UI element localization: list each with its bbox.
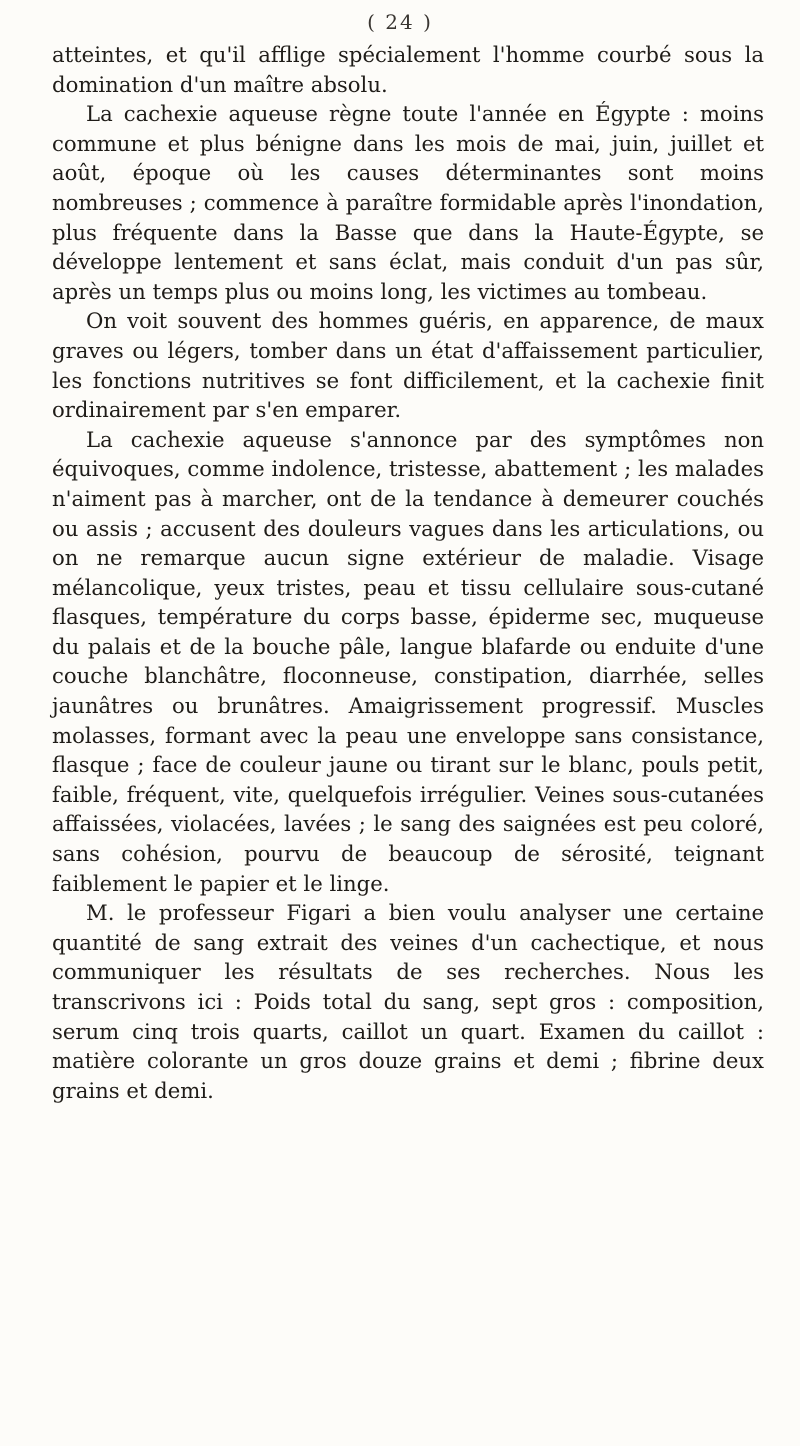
body-text xyxy=(52,40,764,1105)
page-number: ( 24 ) xyxy=(367,10,433,34)
paragraph-symptoms: La cachexie aqueuse s'annonce par des symptômes non équivoques, comme indolence, tristesse, abattement ; les malades n'aiment pas à marcher, ont de la tendance à demeurer couchés ou assis ; accusent des douleurs vagues dans les articulations, ou on ne remarque aucun signe extérieur de maladie. Visage mélancolique, yeux tristes, peau et tissu cellulaire sous-cutané flasques, température du corps basse, épiderme sec, muqueuse du palais et de la bouche pâle, langue blafarde ou enduite d'une couche blanchâtre, floconneuse, constipation, diarrhée, selles jaunâtres ou brunâtres. Amaigrissement progressif. Muscles molasses, formant avec la peau une enveloppe sans consistance, flasque ; face de couleur jaune ou tirant sur le blanc, pouls petit, faible, fréquent, vite, quelquefois irrégulier. Veines sous-cutanées affaissées, violacées, lavées ; le sang des saignées est peu coloré, sans cohésion, pourvu de beaucoup de sérosité, teignant faiblement le papier et le linge. xyxy=(52,426,764,896)
paragraph-cachexie-season: La cachexie aqueuse règne toute l'année en Égypte : moins commune et plus bénigne dans les mois de mai, juin, juillet et août, époque où les causes déterminantes sont moins nombreuses ; commence à paraître formidable après l'inondation, plus fréquente dans la Basse que dans la Haute-Égypte, se développe lentement et sans éclat, mais conduit d'un pas sûr, après un temps plus ou moins long, les victimes au tombeau. xyxy=(52,101,764,304)
paragraph-continuation: atteintes, et qu'il afflige spécialement l'homme courbé sous la domination d'un maître absolu. xyxy=(52,42,764,97)
paragraph-figari-analysis: M. le professeur Figari a bien voulu analyser une certaine quantité de sang extrait des veines d'un cachectique, et nous communiquer les résultats de ses recherches. Nous les transcrivons ici : Poids total du sang, sept gros : composition, serum cinq trois quarts, caillot un quart. Examen du caillot : matière colorante un gros douze grains et demi ; fibrine deux grains et demi. xyxy=(52,900,764,1103)
paragraph-cured-men: On voit souvent des hommes guéris, en apparence, de maux graves ou légers, tomber dans un état d'affaissement particulier, les fonctions nutritives se font difficilement, et la cachexie finit ordinairement par s'en emparer. xyxy=(52,308,764,423)
